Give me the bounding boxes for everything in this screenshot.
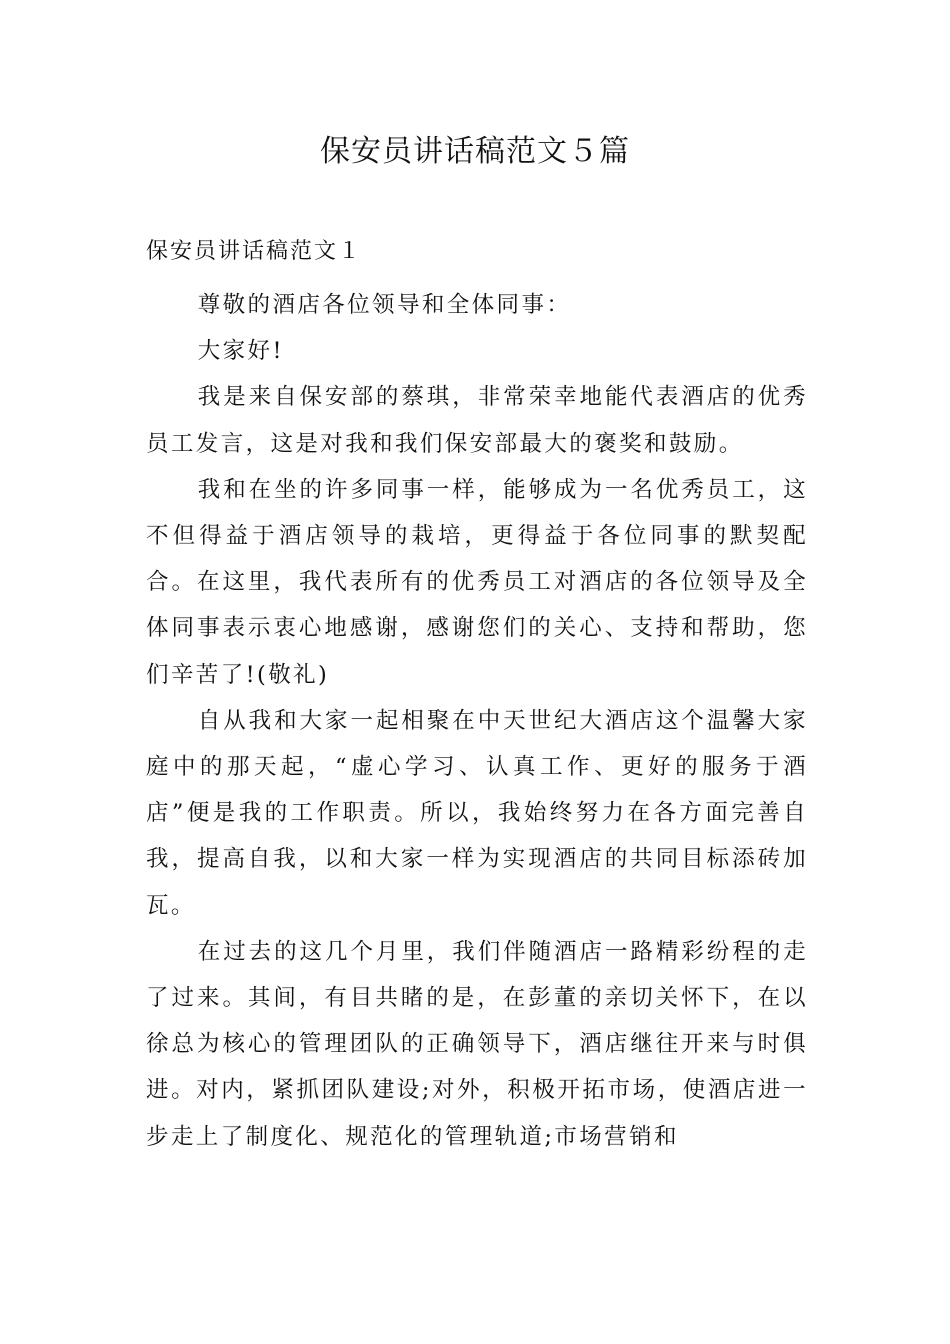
section-heading: 保安员讲话稿范文１ [146,239,363,264]
salutation-paragraph: 尊敬的酒店各位领导和全体同事： [197,292,572,318]
greeting-paragraph: 大家好! [197,338,284,365]
body-paragraph: 我是来自保安部的蔡琪，非常荣幸地能代表酒店的优秀员工发言，这是对我和我们保安部最大的褒奖和鼓励。 [146,384,808,457]
document-title: 保安员讲话稿范文５篇 [320,134,630,169]
body-paragraph: 在过去的这几个月里，我们伴随酒店一路精彩纷程的走了过来。其间，有目共睹的是，在彭董的亲切关怀下，在以徐总为核心的管理团队的正确领导下，酒店继往开来与时俱进。对内，紧抓团队建设;对外，积极开拓市场，使酒店进一步走上了制度化、规范化的管理轨道;市场营销和 [146,938,808,1150]
body-paragraph: 自从我和大家一起相聚在中天世纪大酒店这个温馨大家庭中的那天起，“虚心学习、认真工作、更好的服务于酒店”便是我的工作职责。所以，我始终努力在各方面完善自我，提高自我，以和大家一样为实现酒店的共同目标添砖加瓦。 [146,707,808,919]
body-paragraph: 我和在坐的许多同事一样，能够成为一名优秀员工，这不但得益于酒店领导的栽培，更得益于各位同事的默契配合。在这里，我代表所有的优秀员工对酒店的各位领导及全体同事表示衷心地感谢，感谢您们的关心、支持和帮助，您们辛苦了!(敬礼) [146,476,808,688]
document-body [146,282,808,1160]
